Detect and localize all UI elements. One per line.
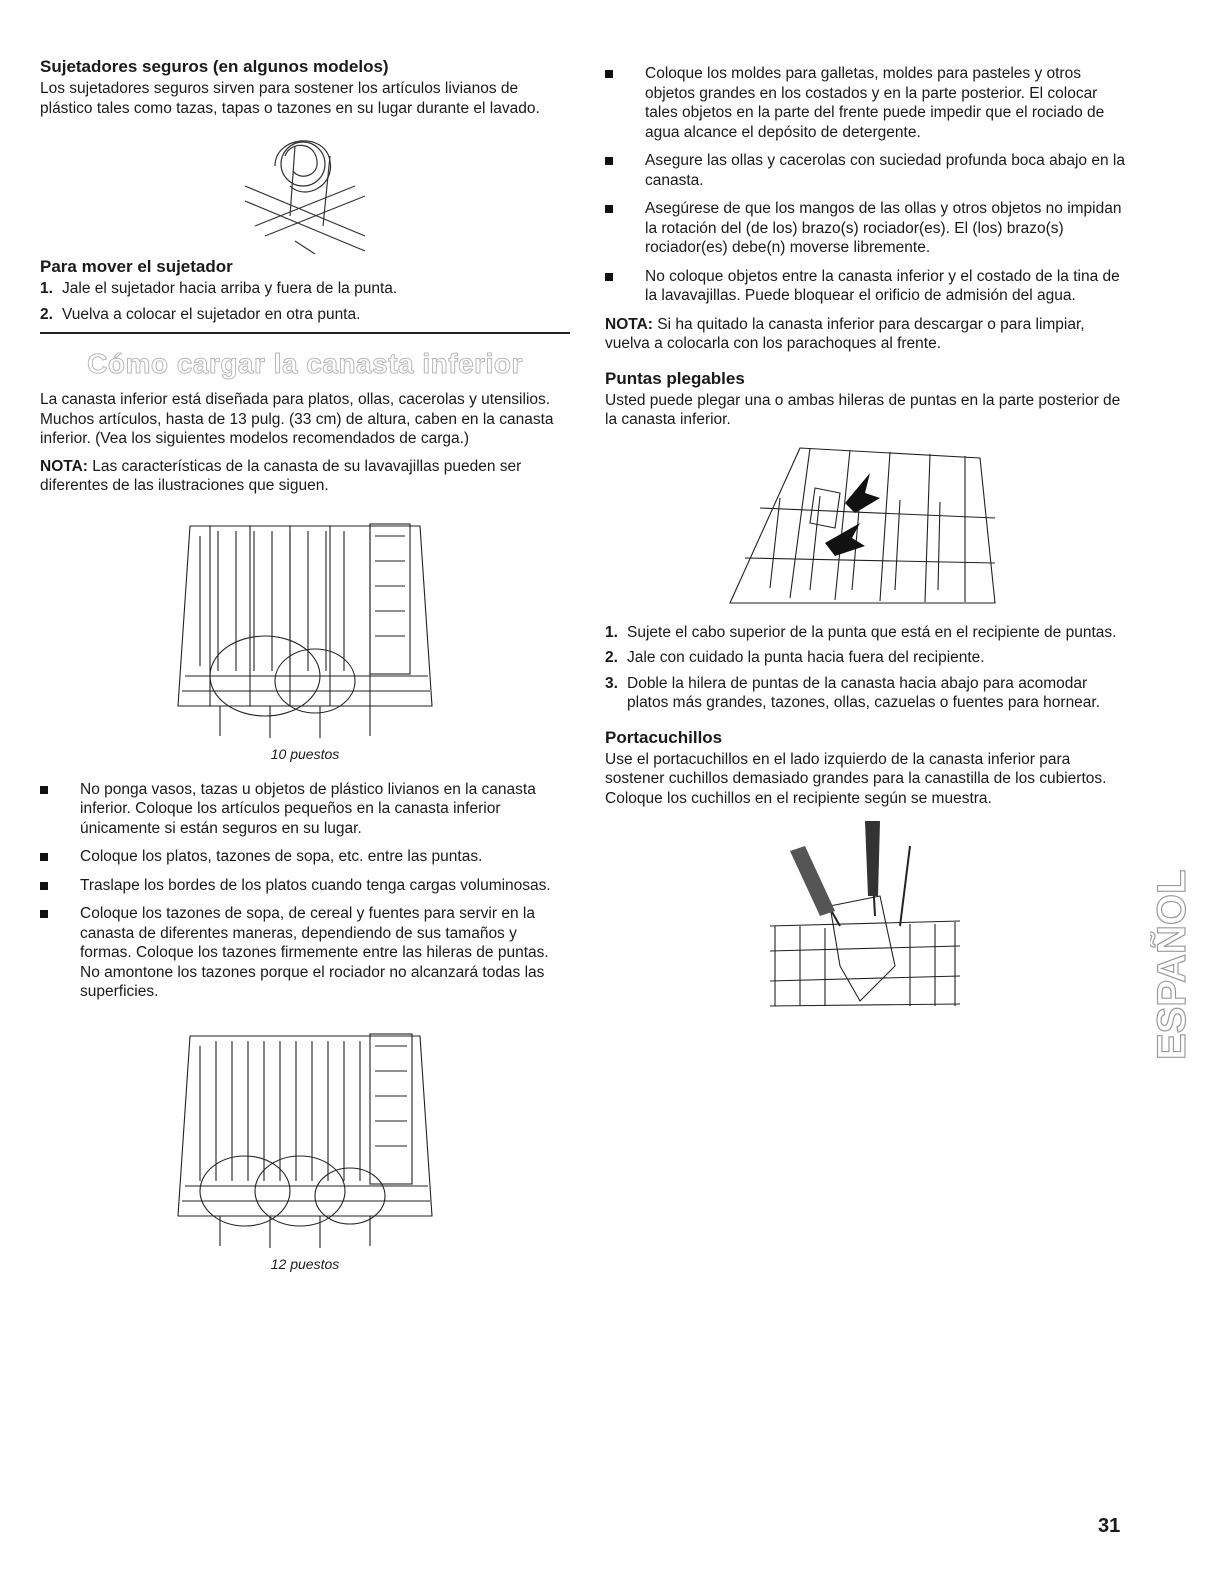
page-number: 31: [1098, 1515, 1121, 1537]
list-item: 2. Vuelva a colocar el sujetador en otra punta.: [40, 305, 361, 323]
list-item: 3. Doble la hilera de puntas de la canasta hacia abajo para acomodar platos más grandes, tazones, ollas, cazuelas o fuentes para hornear.: [605, 674, 1101, 711]
list-item: No ponga vasos, tazas u objetos de plástico livianos en la canasta inferior. Coloque los artículos pequeños en la canasta inferior únicamente si están seguros en su lugar.: [40, 780, 570, 839]
rack-10-place-illustration: [170, 506, 440, 746]
bullet-icon: [605, 70, 613, 78]
right-bullet-list: [605, 64, 1125, 306]
fold-tines-heading: Puntas plegables: [605, 368, 745, 388]
list-item: Coloque los tazones de sopa, de cereal y fuentes para servir en la canasta de diferentes maneras, dependiendo de sus tamaños y formas. Coloque los tazones firmemente entre las hileras de puntas. No amontone los tazones porque el rociador no alcanzará todas las superficies.: [40, 904, 570, 1002]
list-item: Coloque los platos, tazones de sopa, etc. entre las puntas.: [40, 847, 570, 867]
bullet-icon: [40, 882, 48, 890]
list-item: 1. Jale el sujetador hacia arriba y fuera de la punta.: [40, 280, 398, 297]
clips-heading: Sujetadores seguros (en algunos modelos): [40, 57, 389, 76]
intro-text: La canasta inferior está diseñada para platos, ollas, cacerolas y utensilios. Muchos artículos, hasta de 13 pulg. (33 cm) de altura, caben en la canasta inferior. (Vea los siguientes modelos recomendados de carga.): [40, 391, 554, 447]
list-item: 2. Jale con cuidado la punta hacia fuera del recipiente.: [605, 649, 985, 666]
language-tab-label: ESPAÑOL: [1150, 869, 1194, 1060]
note-text: Si ha quitado la canasta inferior para descargar o para limpiar, vuelva a colocarla con los parachoques al frente.: [605, 315, 1085, 352]
list-item: 1. Sujete el cabo superior de la punta que está en el recipiente de puntas.: [605, 623, 1117, 641]
section-title: Cómo cargar la canasta inferior: [87, 348, 523, 379]
caption-12-place: 12 puestos: [270, 1255, 340, 1272]
list-item: Asegúrese de que los mangos de las ollas y otros objetos no impidan la rotación del (de los) brazo(s) rociador(es). El (los) brazo(s) rociador(es) debe(n) moverse libremente.: [605, 199, 1125, 258]
section-divider: [40, 332, 570, 334]
bullet-icon: [40, 786, 48, 794]
language-tab: [1150, 815, 1200, 1065]
left-column: [40, 56, 570, 1290]
bullet-icon: [605, 157, 613, 165]
clip-illustration: [235, 126, 375, 256]
caption-10-place: 10 puestos: [270, 745, 340, 762]
move-clip-steps: [40, 279, 570, 324]
knife-holder-heading: Portacuchillos: [605, 727, 723, 747]
list-item: Traslape los bordes de los platos cuando tenga cargas voluminosas.: [40, 876, 570, 896]
note-paragraph: [40, 457, 570, 496]
list-item: Asegure las ollas y cacerolas con suciedad profunda boca abajo en la canasta.: [605, 151, 1125, 190]
left-bullet-list: [40, 780, 570, 1002]
right-column: [605, 64, 1125, 1016]
fold-tines-illustration: [720, 438, 1010, 613]
knife-holder-illustration: [760, 816, 970, 1016]
note-label: NOTA:: [40, 457, 88, 475]
bullet-icon: [40, 853, 48, 861]
knife-holder-text: Use el portacuchillos en el lado izquierdo de la canasta inferior para sostener cuchillos demasiado grandes para la canastilla de los cubiertos. Coloque los cuchillos en el recipiente según se muestra.: [605, 750, 1107, 807]
move-clip-heading: Para mover el sujetador: [40, 257, 233, 276]
bullet-icon: [40, 910, 48, 918]
fold-tines-text: Usted puede plegar una o ambas hileras de puntas en la parte posterior de la canasta inferior.: [605, 391, 1121, 428]
list-item: No coloque objetos entre la canasta inferior y el costado de la tina de la lavavajillas. Puede bloquear el orificio de admisión del agua.: [605, 267, 1125, 306]
bullet-icon: [605, 205, 613, 213]
note-label: NOTA:: [605, 315, 653, 333]
rack-12-place-illustration: [170, 1016, 440, 1256]
list-item: Coloque los moldes para galletas, moldes para pasteles y otros objetos grandes en los costados y en la parte posterior. El colocar tales objetos en la parte del frente puede impedir que el rociado de agua alcance el depósito de detergente.: [605, 64, 1125, 142]
note-text: Las características de la canasta de su lavavajillas pueden ser diferentes de las ilustraciones que siguen.: [40, 457, 522, 494]
note-paragraph: [605, 315, 1125, 354]
fold-tines-steps: [605, 623, 1125, 713]
clips-text: Los sujetadores seguros sirven para sostener los artículos livianos de plástico tales como tazas, tapas o tazones en su lugar durante el lavado.: [40, 80, 540, 117]
bullet-icon: [605, 273, 613, 281]
